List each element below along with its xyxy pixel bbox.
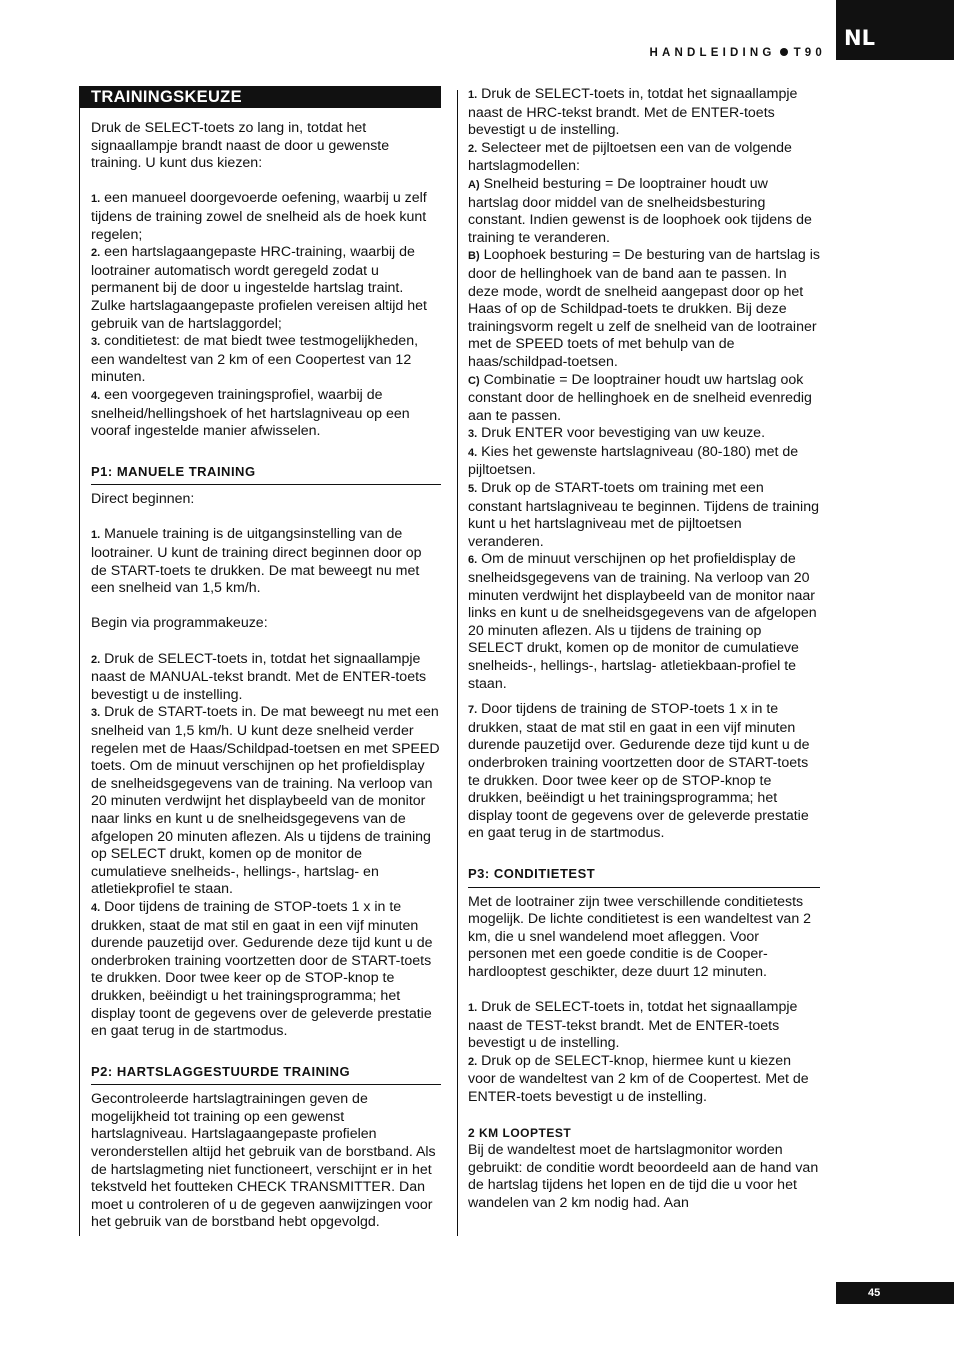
p2-item: 6. Om de minuut verschijnen op het profieldisplay de snelheidsgegevens van de training. Na verloop van 20 minuten verdwijnt het displaybeeld van de monitor naar links en kunt u de snelheidsgegevens van de afgelopen 20 minuten aflezen. Als u tijdens de training op SELECT drukt, komen op de monitor de cumulatieve snelheids-, hellings-, hartslag- atletiekbaan-profiel te staan. bbox=[468, 551, 817, 692]
choice-item: 1. een manueel doorgevoerde oefening, waarbij u zelf tijdens de training zowel de snelheid als de hoek kunt regelen; bbox=[91, 190, 427, 243]
language-tab bbox=[836, 0, 954, 60]
header-title: HANDLEIDING bbox=[649, 47, 776, 59]
middle-column-rule bbox=[457, 90, 458, 1236]
p2-heading: P2: HARTSLAGGESTUURDE TRAINING bbox=[91, 1063, 441, 1086]
p3-intro-paragraph: Met de lootrainer zijn twee verschillende conditietests mogelijk. De lichte conditietest is een wandeltest van 2 km, die u snel wandelend moet afleggen. Voor personen met een goede conditie is de Cooper-hardlooptest geschikter, deze duurt 12 minuten. bbox=[468, 893, 812, 980]
left-column bbox=[91, 86, 441, 1232]
p2-item: C) Combinatie = De looptrainer houdt uw hartslag ook constant door de hellinghoek en de snelheid evenredig aan te passen. bbox=[468, 371, 812, 424]
language-label: NL bbox=[844, 26, 875, 50]
p2-item: 1. Druk de SELECT-toets in, totdat het signaallampje naast de HRC-tekst brandt. Met de ENTER-toets bevestigt u de instelling. bbox=[468, 86, 798, 139]
p1-item: 4. Door tijdens de training de STOP-toets 1 x in te drukken, staat de mat stil en gaat in een vijf minuten durende pauzetijd over. Gedurende deze tijd kunt u de onderbroken training voortzetten door de START-toets te drukken. Door twee keer op de STOP-knop te drukken, beëindigt u het trainingsprogramma; het display toont de gegevens over de geleverde prestatie en gaat terug in de startmodus. bbox=[91, 898, 433, 1040]
p2-item: 7. Door tijdens de training de STOP-toets 1 x in te drukken, staat de mat stil en gaat in een vijf minuten durende pauzetijd over. Gedurende deze tijd kunt u de onderbroken training voortzetten door de START-toets te drukken. Door twee keer op de STOP-knop te drukken, beëindigt u het trainingsprogramma; het display toont de gegevens over de geleverde prestatie en gaat terug in de startmodus. bbox=[468, 701, 810, 842]
p2-item: 2. Selecteer met de pijltoetsen een van de volgende hartslagmodellen: bbox=[468, 139, 792, 175]
page-number-box bbox=[836, 1282, 954, 1304]
p2-item: 4. Kies het gewenste hartslagniveau (80-180) met de pijltoetsen. bbox=[468, 443, 799, 479]
intro-paragraph: Druk de SELECT-toets zo lang in, totdat het signaallampje brandt naast de door u gewenste training. U kunt dus kiezen: bbox=[91, 120, 390, 172]
p3-item: 2. Druk op de SELECT-knop, hiermee kunt u kiezen voor de wandeltest van 2 km of de Coopertest. Met de ENTER-toets bevestigt u de instelling. bbox=[468, 1052, 809, 1106]
km-looptest-paragraph: Bij de wandeltest moet de hartslagmonitor worden gebruikt: de conditie wordt beoordeeld aan de hand van de hartslag tijdens het lopen en de tijd die u voor het wandelen van 2 km nodig had. Aan bbox=[468, 1142, 819, 1212]
choice-item: 4. een voorgegeven trainingsprofiel, waarbij de snelheid/hellingshoek of het hartslagniveau op een vooraf ingestelde manier afwisselen. bbox=[91, 386, 410, 440]
choice-item: 3. conditietest: de mat biedt twee testmogelijkheden, een wandeltest van 2 km of een Coopertest van 12 minuten. bbox=[91, 333, 419, 386]
left-column-rule bbox=[79, 90, 80, 1236]
p1-item: 2. Druk de SELECT-toets in, totdat het signaallampje naast de MANUAL-tekst brandt. Met de ENTER-toets bevestigt u de instelling. bbox=[91, 650, 427, 703]
km-looptest-heading: 2 KM LOOPTEST bbox=[468, 1125, 572, 1140]
p2-item: 5. Druk op de START-toets om training met een constant hartslagniveau te beginnen. Tijdens de training kunt u het hartslagniveau met de pijltoetsen veranderen. bbox=[468, 480, 819, 550]
page-header bbox=[650, 47, 826, 59]
header-model: T90 bbox=[793, 47, 826, 59]
p2-item: A) Snelheid besturing = De looptrainer houdt uw hartslag door middel van de snelheidsbesturing constant. Indien gewenst is de loophoek ook tijdens de training te veranderen. bbox=[468, 175, 812, 246]
section-title: TRAININGSKEUZE bbox=[79, 86, 441, 108]
p1-heading: P1: MANUELE TRAINING bbox=[91, 463, 441, 486]
p1-item: 3. Druk de START-toets in. De mat beweegt nu met een snelheid van 1,5 km/h. U kunt deze snelheid verder regelen met de Haas/Schildpad-toetsen en met SPEED toets. Om de minuut verschijnen op het profieldisplay de snelheidsgegevens van de training. Na verloop van 20 minuten verdwijnt het displaybeeld van de monitor naar links en kunt u de snelheidsgegevens van de afgelopen 20 minuten aflezen. Als u tijdens de training op SELECT drukt, komen op de monitor de cumulatieve snelheids-, hellings-, hartslag- en atletiekprofiel te staan. bbox=[91, 704, 440, 898]
p2-item: 3. Druk ENTER voor bevestiging van uw keuze. bbox=[468, 425, 766, 442]
p1-program-label: Begin via programmakeuze: bbox=[91, 615, 268, 632]
p2-item: B) Loophoek besturing = De besturing van de hartslag is door de hellinghoek van de band aan te passen. In deze mode, wordt de snelheid aangepast door op het Haas of op de Schildpad-toets te drukken. Bij deze trainingsvorm regelt u zelf de snelheid van de lootrainer met de SPEED toets of met behulp van de haas/schildpad-toetsen. bbox=[468, 247, 820, 370]
choice-item: 2. een hartslagaangepaste HRC-training, waarbij de lootrainer automatisch wordt geregeld zodat u permanent bij de door u ingestelde hartslag traint. Zulke hartslagaangepaste profielen vereisen altijd het gebruik van de hartslaggordel; bbox=[91, 244, 427, 332]
p1-item: 1. Manuele training is de uitgangsinstelling van de lootrainer. U kunt de training direct beginnen door op de START-toets te drukken. De mat beweegt nu met een snelheid van 1,5 km/h. bbox=[91, 526, 422, 597]
p3-heading: P3: CONDITIETEST bbox=[468, 865, 820, 888]
bullet-icon bbox=[780, 48, 788, 56]
p3-item: 1. Druk de SELECT-toets in, totdat het signaallampje naast de TEST-tekst brandt. Met de ENTER-toets bevestigt u de instelling. bbox=[468, 999, 798, 1052]
p2-intro-paragraph: Gecontroleerde hartslagtrainingen geven de mogelijkheid tot training op een gewenst hartslagniveau. Hartslagaangepaste profielen veronderstellen altijd het gebruik van de borstband. Als de hartslagmeting niet functioneert, verschijnt er in het tekstveld het foutteken CHECK TRANSMITTER. Dan moet u controleren of u de gegeven aanwijzingen voor het gebruik van de borstband hebt opgevolgd. bbox=[91, 1091, 436, 1231]
page-number: 45 bbox=[868, 1287, 881, 1299]
right-column bbox=[468, 86, 820, 1213]
p1-direct-label: Direct beginnen: bbox=[91, 491, 195, 508]
